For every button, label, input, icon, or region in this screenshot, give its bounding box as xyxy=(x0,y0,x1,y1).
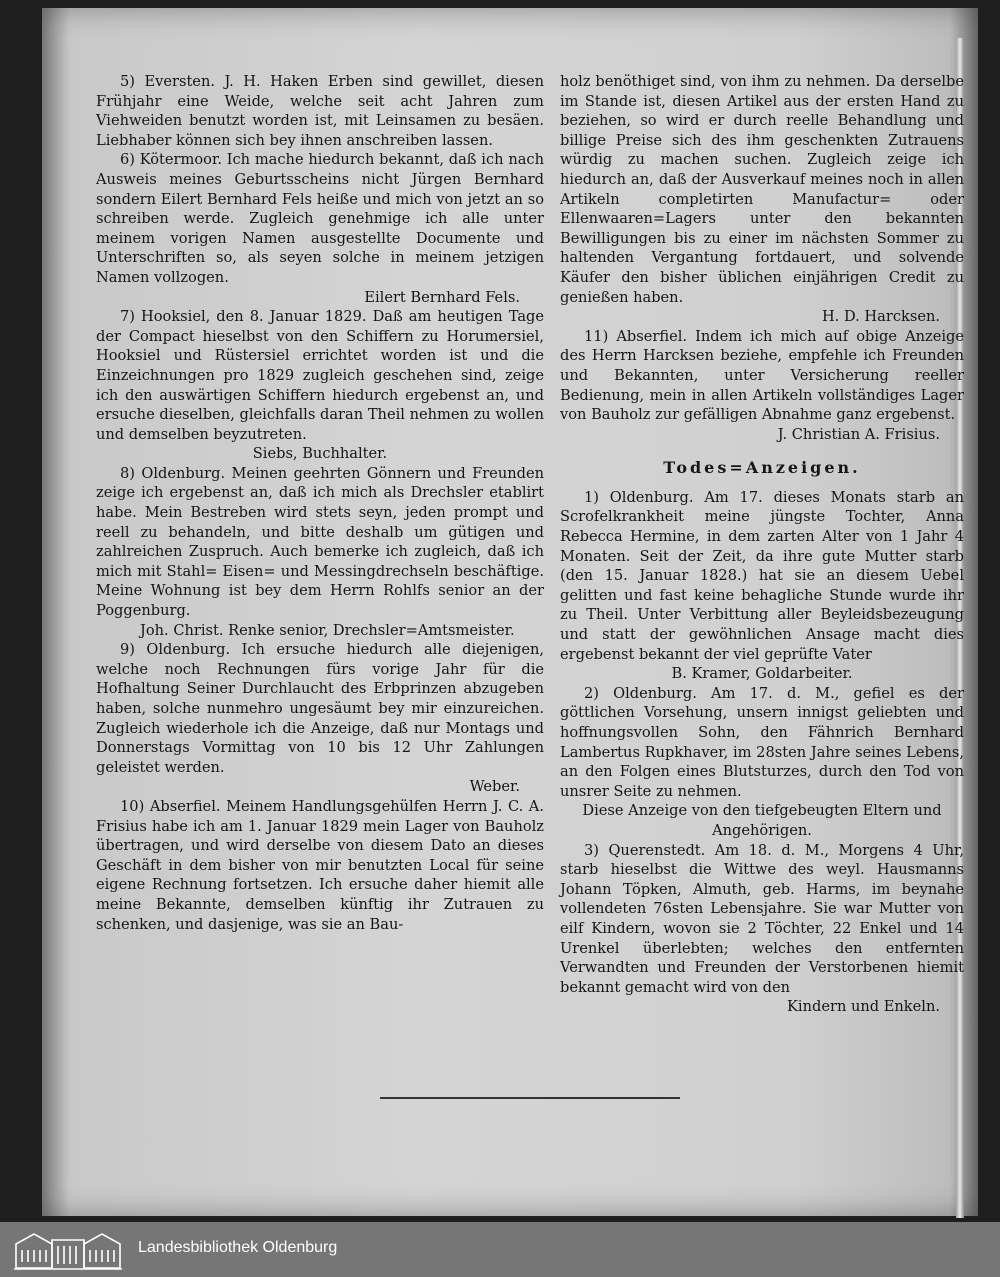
death-notice-rupkhaver-signature: Diese Anzeige von den tiefgebeugten Eltern und Angehörigen. xyxy=(582,802,942,839)
death-notice-oldenburg-kramer: 1) Oldenburg. Am 17. dieses Monats starb an Scrofelkrankheit meine jüngste Tochter, Anna Rebecca Hermine, in dem zarten Alter von 1 Jahr 4 Monaten. Seit der Zeit, da ihre gute Mutter starb (den 15. Januar 1828.) hat sie an diesem Uebel gelitten und fast keine behagliche Stunde wurde ihr zu Theil. Unter Verbittung aller Beyleidsbezeugung und statt der gewöhnlichen Ansage macht dies ergebenst bekannt der viel geprüfte Vater xyxy=(560,488,964,663)
notice-frisius-signature: J. Christian A. Frisius. xyxy=(777,425,940,443)
notice-hooksiel: 7) Hooksiel, den 8. Januar 1829. Daß am heutigen Tage der Compact hieselbst von den Schiffern zu Horumersiel, Hooksiel und Rüstersiel errichtet worden ist und die Einzeichnungen pro 1829 zugleich geschehen sind, zeige ich den auswärtigen Schiffern hiedurch ergebenst an, und ersuche dieselben, gleichfalls daran Theil nehmen zu wollen und demselben beyzutreten. xyxy=(96,308,544,443)
right-column xyxy=(560,72,964,1017)
notice-oldenburg-drechsler: 8) Oldenburg. Meinen geehrten Gönnern und Freunden zeige ich ergebenst an, daß ich mich als Drechsler etablirt habe. Mein Bestreben wird stets seyn, jeden prompt und reell zu behandeln, und bitte deshalb um gütigen und zahlreichen Zuspruch. Auch bemerke ich zugleich, daß ich mich mit Stahl= Eisen= und Messingdrechseln beschäftige. Meine Wohnung ist bey dem Herrn Rohlfs senior an der Poggenburg. xyxy=(96,464,544,620)
notice-koetermoor-signature: Eilert Bernhard Fels. xyxy=(364,288,520,306)
death-notice-querenstedt-signature: Kindern und Enkeln. xyxy=(787,998,940,1016)
notice-eversten: 5) Eversten. J. H. Haken Erben sind gewillet, diesen Frühjahr eine Weide, welche seit acht Jahren zum Viehweiden benutzt worden ist, mit Leinsamen zu besäen. Liebhaber können sich bey ihnen anschreiben lassen. xyxy=(96,73,544,149)
notice-harcksen-signature: H. D. Harcksen. xyxy=(821,308,940,326)
footer-library-name: Landesbibliothek Oldenburg xyxy=(138,1239,338,1256)
column-end-rule xyxy=(380,1097,680,1099)
notice-abserfiel-continued: holz benöthiget sind, von ihm zu nehmen. Da derselbe im Stande ist, diesen Artikel aus der ersten Hand zu beziehen, so wird er durch reelle Behandlung und billige Preise sich des ihm geschenkten Zutrauens würdig zu machen suchen. Zugleich zeige ich hiedurch an, daß der Ausverkauf meines noch in allen Artikeln completirten Manufactur= oder Ellenwaaren=Lagers unter den bekannten Bewilligungen bis zu einer im nächsten Sommer zu haltenden Vergantung fortdauert, und solvende Käufer den bisher üblichen einjährigen Credit zu genießen haben. xyxy=(560,73,964,306)
notice-oldenburg-drechsler-signature: Joh. Christ. Renke senior, Drechsler=Amtsmeister. xyxy=(140,621,515,639)
notice-oldenburg-hofhaltung-signature: Weber. xyxy=(469,778,520,796)
library-building-icon xyxy=(12,1228,124,1272)
death-notice-kramer-signature: B. Kramer, Goldarbeiter. xyxy=(671,665,853,683)
footer-bar xyxy=(0,1222,1000,1277)
death-notice-querenstedt: 3) Querenstedt. Am 18. d. M., Morgens 4 Uhr, starb hieselbst die Wittwe des weyl. Hausmanns Johann Töpken, Almuth, geb. Harms, im beynahe vollendeten 76sten Lebensjahre. Sie war Mutter von eilf Kindern, wovon sie 2 Töchter, 22 Enkel und 14 Urenkel überlebten; welches den entfernten Verwandten und Freunden der Verstorbenen hiemit bekannt gemacht wird von den xyxy=(560,841,964,996)
notice-hooksiel-signature: Siebs, Buchhalter. xyxy=(252,445,388,463)
notice-abserfiel-frisius: 11) Abserfiel. Indem ich mich auf obige Anzeige des Herrn Harcksen beziehe, empfehle ich Freunden und Bekannten, unter Versicherung reeller Bedienung, mein in allen Artikeln vollständiges Lager von Bauholz zur gefälligen Abnahme ganz ergebenst. xyxy=(560,327,964,424)
notice-abserfiel-bauholz: 10) Abserfiel. Meinem Handlungsgehülfen Herrn J. C. A. Frisius habe ich am 1. Januar 1829 mein Lager von Bauholz übertragen, und wird derselbe von diesem Dato an dieses Geschäft in dem bisher von mir benutzten Local für seine eigene Rechnung fortsetzen. Ich ersuche daher hiemit alle meine Bekannte, demselben künftig ihr Zutrauen zu schenken, und dasjenige, was sie an Bau- xyxy=(96,797,544,933)
notice-oldenburg-hofhaltung: 9) Oldenburg. Ich ersuche hiedurch alle diejenigen, welche noch Rechnungen fürs vorige Jahr für die Hofhaltung Seiner Durchlaucht des Erbprinzen abzugeben haben, solche nunmehro ungesäumt bey mir einzureichen. Zugleich wiederhole ich die Anzeige, daß nur Montags und Donnerstags Vormittag von 10 bis 12 Uhr Zahlungen geleistet werden. xyxy=(96,641,544,776)
left-column xyxy=(96,72,544,934)
section-heading-todes-anzeigen: Todes=Anzeigen. xyxy=(663,458,861,478)
notice-koetermoor: 6) Kötermoor. Ich mache hiedurch bekannt, daß ich nach Ausweis meines Geburtsscheins nicht Jürgen Bernhard sondern Eilert Bernhard Fels heiße und mich von jetzt an so schreiben werde. Zugleich genehmige ich alle unter meinem vorigen Namen ausgestellte Documente und Unterschriften so, als seyen solche in meinem jetzigen Namen vollzogen. xyxy=(96,151,544,286)
death-notice-oldenburg-rupkhaver: 2) Oldenburg. Am 17. d. M., gefiel es der göttlichen Vorsehung, unsern innigst geliebten und hoffnungsvollen Sohn, den Fähnrich Bernhard Lambertus Rupkhaver, im 28sten Jahre seines Lebens, an den Folgen eines Blutsturzes, durch den Tod von unsrer Seite zu nehmen. xyxy=(560,684,964,800)
